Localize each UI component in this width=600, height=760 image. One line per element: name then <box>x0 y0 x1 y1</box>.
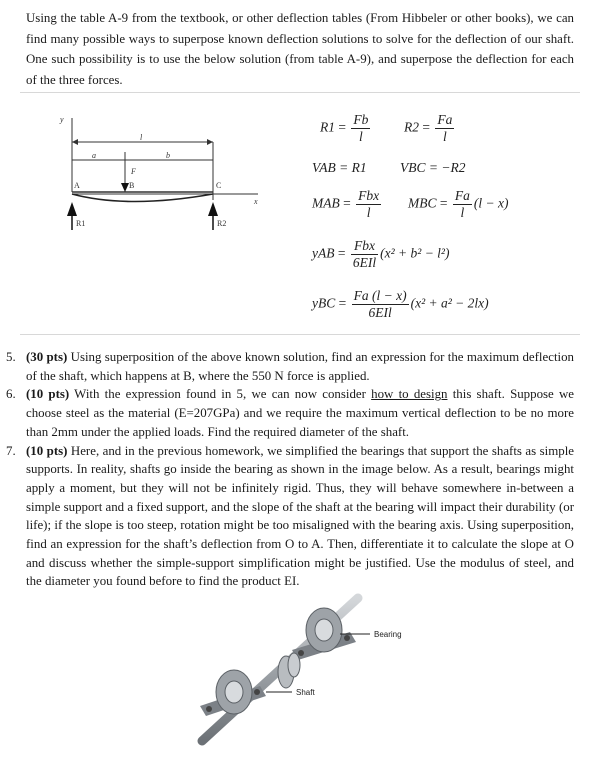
eq-yab-num: Fbx <box>351 238 378 255</box>
question-6-number: 6. <box>6 387 16 402</box>
diagram-point-c: C <box>216 181 222 190</box>
question-6-underlined: how to design <box>371 387 448 402</box>
force-arrow <box>121 183 129 192</box>
eq-r2-lhs: R2 <box>404 119 419 135</box>
eq-r1-lhs: R1 <box>320 119 335 135</box>
support-right-arrow <box>208 202 218 216</box>
diagram-r1-label: R1 <box>76 219 86 228</box>
question-7 <box>0 442 600 592</box>
intro-paragraph: Using the table A-9 from the textbook, or other deflection tables (From Hibbeler or other books), we can find many possible ways to superpose known deflection solutions to solve for the deflection of our shaft. One such possibility is to use the below solution (from table A-9), and superpose the deflection for each of the three forces. <box>26 11 574 87</box>
question-6-points: (10 pts) <box>26 387 70 402</box>
eq-r2: R2 = $\frac{Fa}{l}$ <box>404 112 453 144</box>
eq-vab <box>312 160 367 176</box>
question-5-points: (30 pts) <box>26 350 68 364</box>
eq-mab-den: l <box>366 205 371 220</box>
divider-bottom <box>20 334 580 335</box>
eq-vab-text: VAB = R1 <box>312 160 367 175</box>
eq-mab-lhs: MAB <box>312 195 340 211</box>
question-6-text-post: this shaft. Suppose we choose steel as the material (E=207GPa) and we require the maximum vertical deflection to be no more than 2mm under the applied loads. Find the required diameter of the shaft. <box>26 387 575 439</box>
shaft-label: Shaft <box>296 688 315 697</box>
question-5-number: 5. <box>6 350 16 364</box>
question-6-text-pre: With the expression found in 5, we can now consider <box>69 387 372 402</box>
diagram-r2-label: R2 <box>217 219 227 228</box>
diagram-force-label: F <box>131 167 136 176</box>
diagram-x-axis-label: x <box>254 197 258 206</box>
eq-ybc-tail: (x² + a² − 2lx) <box>410 295 489 311</box>
eq-mbc-num: Fa <box>454 188 470 203</box>
bearing-label: Bearing <box>374 630 402 639</box>
eq-mbc: MBC = $\frac{Fa}{l}$ (l − x) <box>408 188 509 220</box>
eq-r1: R1 = $\frac{Fb}{l}$ <box>320 112 369 144</box>
dim-arrow-l-left <box>72 139 78 145</box>
question-7-number: 7. <box>6 443 16 458</box>
question-5-text: Using superposition of the above known solution, find an expression for the maximum deflection of the shaft, which happens at B, where the 550 N force is applied. <box>26 350 574 383</box>
beam-diagram <box>58 112 278 242</box>
eq-mbc-lhs: MBC <box>408 195 437 211</box>
dim-arrow-l-right <box>207 139 213 145</box>
eq-r1-num: Fb <box>353 112 369 127</box>
eq-vbc-text: VBC = −R2 <box>400 160 466 175</box>
eq-mbc-tail: (l − x) <box>473 195 509 211</box>
eq-mab: MAB = $\frac{\text{Fbx}}{l}$ <box>312 188 380 220</box>
diagram-y-axis-label: y <box>60 115 64 124</box>
eq-r2-den: l <box>442 129 447 144</box>
eq-r2-num: Fa <box>437 112 453 127</box>
bearing-lower <box>200 670 266 716</box>
diagram-a-label: a <box>92 151 96 160</box>
question-6 <box>0 385 600 441</box>
question-list <box>0 348 600 591</box>
bearing-shaft-photo <box>180 586 450 754</box>
divider-top <box>20 92 580 93</box>
diagram-length-label: l <box>140 133 143 142</box>
eq-r1-den: l <box>358 129 363 144</box>
eq-mbc-den: l <box>460 205 465 220</box>
question-7-points: (10 pts) <box>26 443 68 458</box>
eq-yab-tail: (x² + b² − l²) <box>380 245 450 261</box>
diagram-point-b: B <box>129 181 135 190</box>
eq-yab-den: 6EIl <box>352 255 377 270</box>
eq-yab-lhs: yAB <box>312 245 335 261</box>
eq-ybc-lhs: yBC <box>312 295 336 311</box>
eq-ybc-den: 6EIl <box>368 305 392 320</box>
pulley <box>278 653 300 688</box>
eq-yab: yAB = $\frac{\text{Fbx}}{\text{6EIl}}$ (x² + b² − l²) <box>312 238 450 270</box>
question-5 <box>0 348 600 385</box>
diagram-b-label: b <box>166 151 170 160</box>
eq-ybc: yBC = $\frac{Fa (l - x)}{\text{6EIl}}$ (x² + a² − 2lx) <box>312 288 489 320</box>
question-7-text: Here, and in the previous homework, we simplified the bearings that support the shafts as simple supports. In reality, shafts go inside the bearing as shown in the image below. As a result, bearings might apply a moment, but they will not be infinitely rigid. Thus, they will behave somewhere in-between a simple support and a fixed support, and the slope of the shaft at the bearing will impact their durability (or life); if the slope is too steep, rotation might be too misaligned with the bearing axis. Using superposition, find an expression for the shaft’s deflection from O to A. Then, differentiate it to calculate the slope at O and discuss whether the simple-support simplification might be justified. Use the modulus of steel, and the diameter you found before to find the product EI. <box>26 443 575 589</box>
eq-vbc <box>400 160 465 176</box>
eq-ybc-num: Fa (l − x) <box>353 288 407 303</box>
support-left-arrow <box>67 202 77 216</box>
eq-mab-num: Fbx <box>358 188 380 203</box>
diagram-point-a: A <box>74 181 80 190</box>
